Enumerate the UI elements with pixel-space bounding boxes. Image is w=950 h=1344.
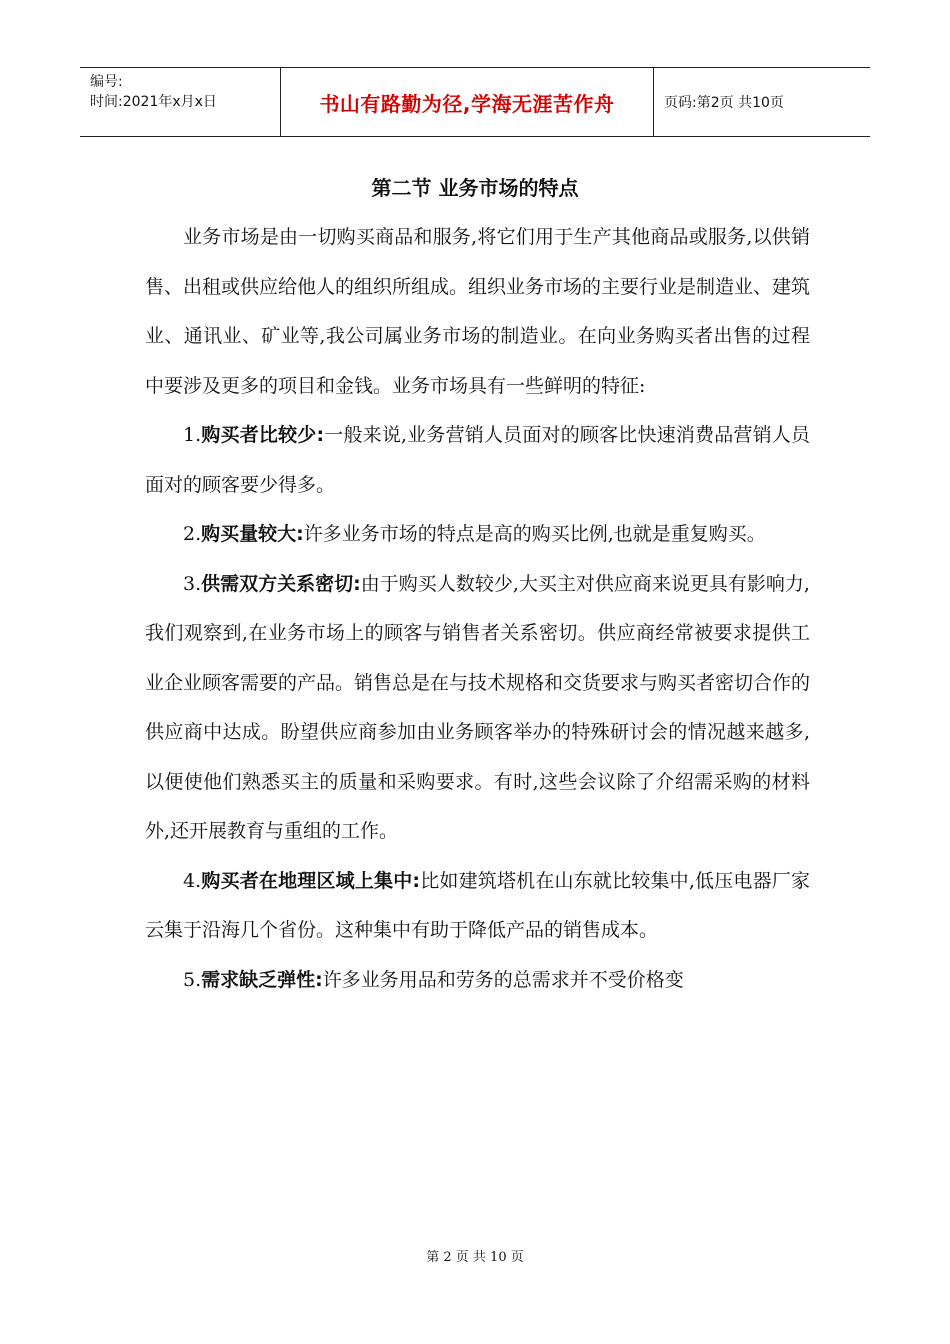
item-heading: 购买者在地理区域上集中:	[201, 869, 420, 892]
item-heading: 购买者比较少:	[201, 424, 325, 446]
item-heading: 供需双方关系密切:	[201, 572, 361, 595]
section-title: 第二节 业务市场的特点	[371, 176, 579, 200]
header-table	[80, 67, 870, 137]
number-label: 编号:	[90, 74, 123, 90]
item-number: 1.	[183, 424, 202, 446]
item-text: 许多业务市场的特点是高的购买比例,也就是重复购买。	[303, 523, 766, 545]
list-item	[145, 510, 810, 560]
item-text: 比如建筑塔机在山东就比较集中,低压电器厂家云集于沿海几个省份。这种集中有助于降低产品的销售成本。	[145, 869, 810, 941]
item-number: 4.	[183, 869, 202, 892]
list-item	[145, 857, 810, 956]
header-page-info: 页码:第2页 共10页	[664, 95, 784, 111]
item-number: 5.	[183, 968, 202, 991]
list-item	[145, 411, 810, 510]
header-motto: 书山有路勤为径,学海无涯苦作舟	[281, 68, 654, 136]
list-item	[145, 560, 810, 857]
time-label: 时间:2021年x月x日	[90, 94, 217, 110]
document-body	[145, 213, 810, 1005]
item-text: 一般来说,业务营销人员面对的顾客比快速消费品营销人员面对的顾客要少得多。	[145, 424, 810, 496]
item-heading: 需求缺乏弹性:	[201, 968, 323, 991]
intro-paragraph: 业务市场是由一切购买商品和服务,将它们用于生产其他商品或服务,以供销售、出租或供应给他人的组织所组成。组织业务市场的主要行业是制造业、建筑业、通讯业、矿业等,我公司属业务市场的制造业。在向业务购买者出售的过程中要涉及更多的项目和金钱。业务市场具有一些鲜明的特征:	[145, 226, 811, 397]
item-number: 3.	[183, 572, 202, 595]
item-text: 许多业务用品和劳务的总需求并不受价格变	[322, 968, 684, 991]
page-footer: 第 2 页 共 10 页	[426, 1250, 524, 1265]
item-number: 2.	[183, 523, 202, 545]
item-text: 由于购买人数较少,大买主对供应商来说更具有影响力,我们观察到,在业务市场上的顾客与销售者关系密切。供应商经常被要求提供工业企业顾客需要的产品。销售总是在与技术规格和交货要求与购买者密切合作的供应商中达成。盼望供应商参加由业务顾客举办的特殊研讨会的情况越来越多,以便使他们熟悉买主的质量和采购要求。有时,这些会议除了介绍需采购的材料外,还开展教育与重组的工作。	[145, 572, 811, 842]
list-item	[145, 956, 810, 1006]
item-heading: 购买量较大:	[201, 523, 304, 545]
header-meta-cell	[80, 68, 281, 136]
